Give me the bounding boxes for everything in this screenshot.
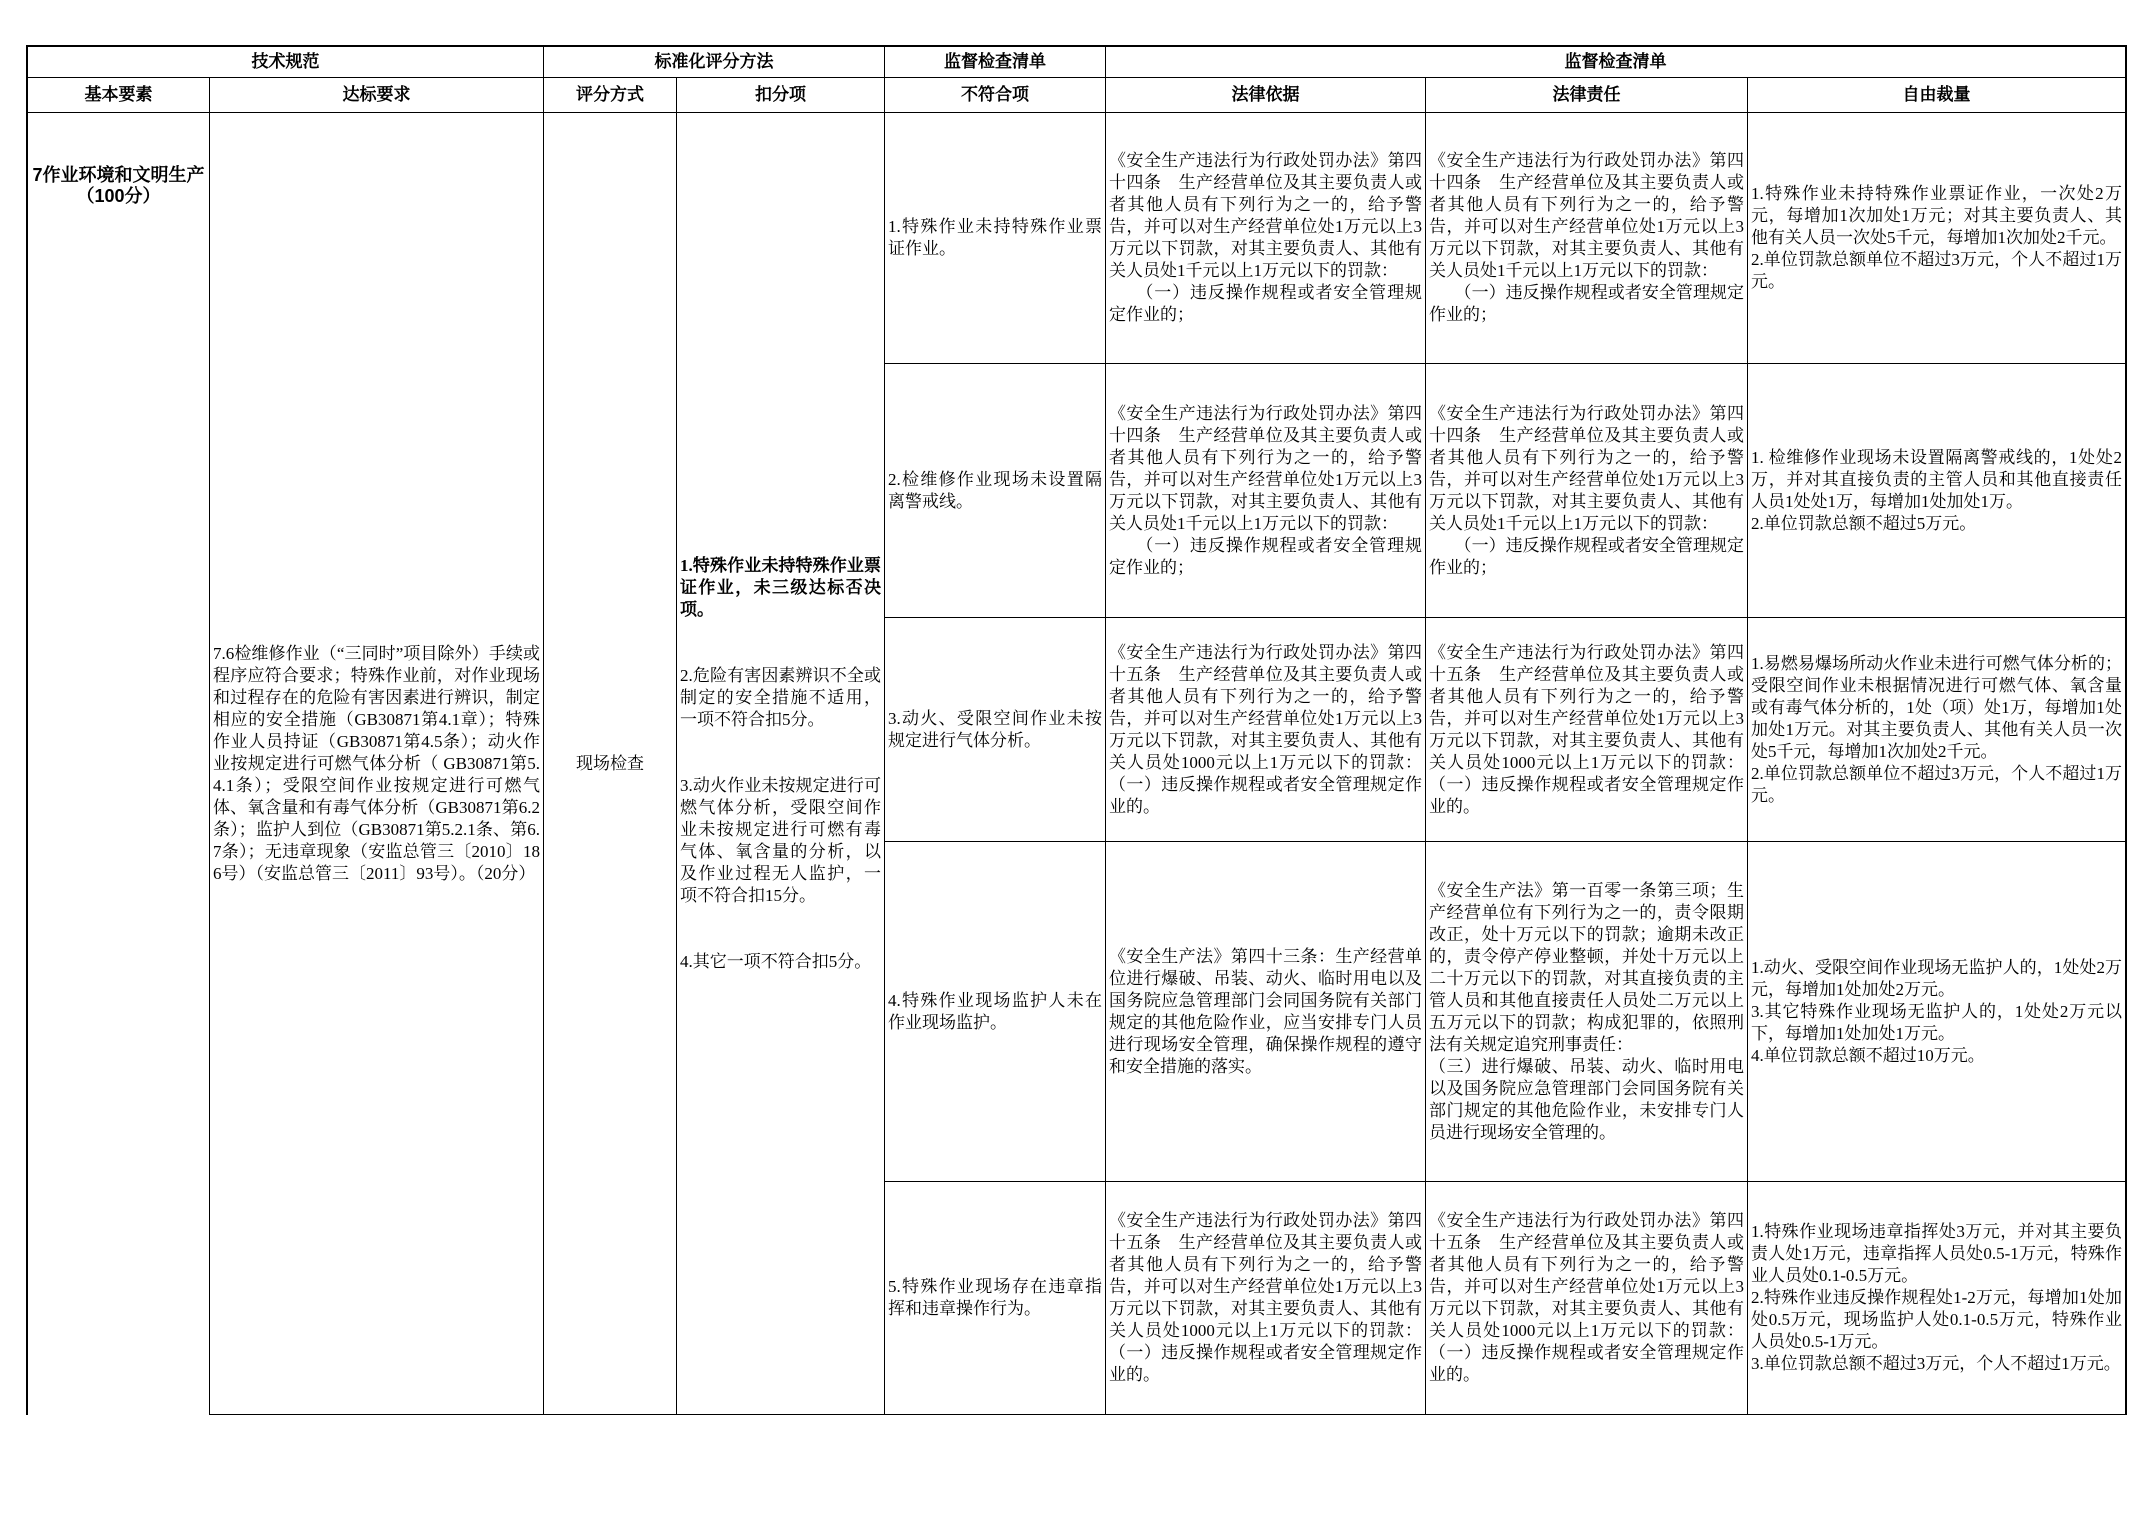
requirement-cell [210, 113, 544, 1415]
deduction-cell [677, 113, 885, 1415]
legal-liability-text: 《安全生产违法行为行政处罚办法》第四十四条 生产经营单位及其主要负责人或者其他人员有下列行为之一的，给予警告，并可以对生产经营单位处1万元以上3万元以下罚款，对其主要负责人、其他有关人员处1千元以上1万元以下的罚款： （一）违反操作规程或者安全管理规定作业的； [1429, 403, 1744, 577]
legal-basis-text: 《安全生产违法行为行政处罚办法》第四十四条 生产经营单位及其主要负责人或者其他人员有下列行为之一的，给予警告，并可以对生产经营单位处1万元以上3万元以下罚款，对其主要负责人、其他有关人员处1千元以上1万元以下的罚款： （一）违反操作规程或者安全管理规定作业的； [1109, 403, 1422, 577]
deduction-list [680, 511, 881, 1017]
row-2-legal-basis-cell [1106, 364, 1426, 618]
column-header-legal-basis [1106, 78, 1426, 113]
row-5-legal-liability-cell [1426, 1182, 1748, 1415]
discretion-text: 1. 检维修作业现场未设置隔离警戒线的，1处处2万，并对其直接负责的主管人员和其他直接责任人员1处处1万，每增加1处加处1万。 2.单位罚款总额不超过5万元。 [1751, 447, 2122, 533]
row-1-discretion-cell [1748, 113, 2127, 364]
column-header-label: 法律责任 [1552, 85, 1621, 104]
row-3-nonconformity-cell [885, 618, 1106, 842]
row-1-nonconformity-cell [885, 113, 1106, 364]
column-header-label: 达标要求 [342, 85, 411, 104]
legal-liability-text: 《安全生产违法行为行政处罚办法》第四十五条 生产经营单位及其主要负责人或者其他人员有下列行为之一的，给予警告，并可以对生产经营单位处1万元以上3万元以下罚款，对其主要负责人、其他有关人员处1000元以上1万元以下的罚款：（一）违反操作规程或者安全管理规定作业的。 [1429, 1211, 1744, 1384]
row-3-legal-liability-cell [1426, 618, 1748, 842]
nonconformity-text: 2.检维修作业现场未设置隔离警戒线。 [888, 469, 1102, 511]
column-header-requirement [210, 78, 544, 113]
legal-basis-text: 《安全生产违法行为行政处罚办法》第四十五条 生产经营单位及其主要负责人或者其他人员有下列行为之一的，给予警告，并可以对生产经营单位处1万元以上3万元以下罚款，对其主要负责人、其他有关人员处1000元以上1万元以下的罚款：（一）违反操作规程或者安全管理规定作业的。 [1109, 642, 1422, 816]
row-5-legal-basis-cell [1106, 1182, 1426, 1415]
column-header-label: 评分方式 [576, 85, 644, 104]
header-group-inspection-list-a-label: 监督检查清单 [944, 52, 1046, 71]
header-group-scoring-method-label: 标准化评分方法 [654, 52, 774, 71]
basic-element-cell [26, 113, 210, 1415]
column-header-scoring-mode [544, 78, 677, 113]
column-header-discretion [1748, 78, 2127, 113]
nonconformity-text: 1.特殊作业未持特殊作业票证作业。 [888, 217, 1102, 258]
deduction-item: 1.特殊作业未持特殊作业票证作业，未三级达标否决项。 [680, 555, 881, 619]
header-group-inspection-list-b [1106, 45, 2127, 78]
row-3-legal-basis-cell [1106, 618, 1426, 842]
discretion-text: 1.特殊作业现场违章指挥处3万元，并对其主要负责人处1万元，违章指挥人员处0.5-1万元，特殊作业人员处0.1-0.5万元。 2.特殊作业违反操作规程处1-2万元，每增加1处加处0.5万元，现场监护人处0.1-0.5万元，特殊作业人员处0.5-1万元。 3.单位罚款总额不超过3万元，个人不超过1万元。 [1751, 1222, 2122, 1373]
row-1-legal-basis-cell [1106, 113, 1426, 364]
column-header-label: 自由裁量 [1902, 85, 1971, 104]
row-4-nonconformity-cell [885, 842, 1106, 1182]
column-header-deduction [677, 78, 885, 113]
discretion-text: 1.特殊作业未持特殊作业票证作业，一次处2万元，每增加1次加处1万元；对其主要负责人、其他有关人员一次处5千元，每增加1次加处2千元。 2.单位罚款总额单位不超过3万元，个人不超过1万元。 [1751, 184, 2122, 291]
basic-element-text: 7作业环境和文明生产（100分） [32, 165, 205, 206]
header-group-tech-spec [26, 45, 544, 78]
row-2-legal-liability-cell [1426, 364, 1748, 618]
scoring-mode-cell [544, 113, 677, 1415]
nonconformity-text: 4.特殊作业现场监护人未在作业现场监护。 [888, 990, 1102, 1032]
row-5-discretion-cell [1748, 1182, 2127, 1415]
header-group-inspection-list-a [885, 45, 1106, 78]
column-header-legal-liability [1426, 78, 1748, 113]
row-4-legal-liability-cell [1426, 842, 1748, 1182]
column-header-label: 不符合项 [961, 85, 1029, 104]
discretion-text: 1.易燃易爆场所动火作业未进行可燃气体分析的；受限空间作业未根据情况进行可燃气体、氧含量或有毒气体分析的，1处（项）处1万，每增加1处加处1万元。对其主要负责人、其他有关人员一次处5千元，每增加1次加处2千元。 2.单位罚款总额单位不超过3万元，个人不超过1万元。 [1751, 653, 2122, 805]
row-4-discretion-cell [1748, 842, 2127, 1182]
row-2-discretion-cell [1748, 364, 2127, 618]
row-5-nonconformity-cell [885, 1182, 1106, 1415]
row-3-discretion-cell [1748, 618, 2127, 842]
scoring-mode-text: 现场检查 [576, 753, 644, 773]
column-header-basic-element [26, 78, 210, 113]
header-group-inspection-list-b-label: 监督检查清单 [1564, 52, 1667, 71]
legal-basis-text: 《安全生产违法行为行政处罚办法》第四十五条 生产经营单位及其主要负责人或者其他人员有下列行为之一的，给予警告，并可以对生产经营单位处1万元以上3万元以下罚款，对其主要负责人、其他有关人员处1000元以上1万元以下的罚款：（一）违反操作规程或者安全管理规定作业的。 [1109, 1211, 1422, 1384]
legal-liability-text: 《安全生产法》第一百零一条第三项；生产经营单位有下列行为之一的，责令限期改正，处十万元以下的罚款；逾期未改正的，责令停产停业整顿，并处十万元以上二十万元以下的罚款，对其直接负责的主管人员和其他直接责任人员处二万元以上五万元以下的罚款；构成犯罪的，依照刑法有关规定追究刑事责任： （三）进行爆破、吊装、动火、临时用电以及国务院应急管理部门会同国务院有关部门规定的其他危险作业，未安排专门人员进行现场安全管理的。 [1429, 880, 1744, 1142]
column-header-label: 扣分项 [755, 85, 806, 104]
row-4-legal-basis-cell [1106, 842, 1426, 1182]
column-header-label: 法律依据 [1231, 85, 1300, 104]
legal-basis-text: 《安全生产违法行为行政处罚办法》第四十四条 生产经营单位及其主要负责人或者其他人员有下列行为之一的，给予警告，并可以对生产经营单位处1万元以上3万元以下罚款，对其主要负责人、其他有关人员处1千元以上1万元以下的罚款： （一）违反操作规程或者安全管理规定作业的； [1109, 151, 1422, 324]
requirement-text: 7.6检维修作业（“三同时”项目除外）手续或程序应符合要求；特殊作业前，对作业现场和过程存在的危险有害因素进行辨识，制定相应的安全措施（GB30871第4.1章）；特殊作业人员持证（GB30871第4.5条）；动火作业按规定进行可燃气体分析（ GB30871第5.4.1条）；受限空间作业按规定进行可燃气体、氧含量和有毒气体分析（GB30871第6.2条）；监护人到位（GB30871第5.2.1条、第6.7条）；无违章现象（安监总管三〔2010〕186号）（安监总管三〔2011〕93号）。（20分） [213, 643, 540, 883]
discretion-text: 1.动火、受限空间作业现场无监护人的，1处处2万元，每增加1处加处2万元。 3.其它特殊作业现场无监护人的，1处处2万元以下，每增加1处加处1万元。 4.单位罚款总额不超过10万元。 [1751, 957, 2122, 1065]
legal-liability-text: 《安全生产违法行为行政处罚办法》第四十四条 生产经营单位及其主要负责人或者其他人员有下列行为之一的，给予警告，并可以对生产经营单位处1万元以上3万元以下罚款，对其主要负责人、其他有关人员处1千元以上1万元以下的罚款： （一）违反操作规程或者安全管理规定作业的； [1429, 151, 1744, 324]
deduction-item: 2.危险有害因素辨识不全或制定的安全措施不适用，一项不符合扣5分。 [680, 665, 881, 729]
legal-liability-text: 《安全生产违法行为行政处罚办法》第四十五条 生产经营单位及其主要负责人或者其他人员有下列行为之一的，给予警告，并可以对生产经营单位处1万元以上3万元以下罚款，对其主要负责人、其他有关人员处1000元以上1万元以下的罚款：（一）违反操作规程或者安全管理规定作业的。 [1429, 642, 1744, 816]
deduction-item: 4.其它一项不符合扣5分。 [680, 951, 872, 971]
column-header-nonconformity [885, 78, 1106, 113]
deduction-item: 3.动火作业未按规定进行可燃气体分析，受限空间作业未按规定进行可燃有毒气体、氧含量的分析，以及作业过程无人监护，一项不符合扣15分。 [680, 775, 881, 905]
row-2-nonconformity-cell [885, 364, 1106, 618]
legal-basis-text: 《安全生产法》第四十三条：生产经营单位进行爆破、吊装、动火、临时用电以及国务院应急管理部门会同国务院有关部门规定的其他危险作业，应当安排专门人员进行现场安全管理，确保操作规程的遵守和安全措施的落实。 [1109, 946, 1422, 1076]
row-1-legal-liability-cell [1426, 113, 1748, 364]
nonconformity-text: 3.动火、受限空间作业未按规定进行气体分析。 [888, 708, 1102, 750]
header-group-tech-spec-label: 技术规范 [251, 52, 320, 71]
header-group-scoring-method [544, 45, 885, 78]
column-header-label: 基本要素 [84, 85, 153, 104]
nonconformity-text: 5.特殊作业现场存在违章指挥和违章操作行为。 [888, 1277, 1102, 1318]
